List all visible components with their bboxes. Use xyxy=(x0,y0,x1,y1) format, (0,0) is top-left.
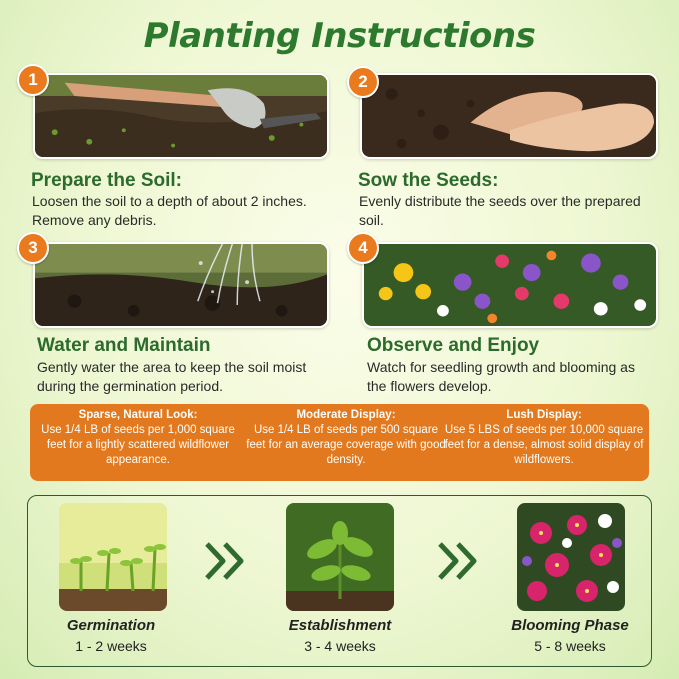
stage-name: Germination xyxy=(66,617,156,634)
flowers-photo xyxy=(362,242,658,328)
step-heading: Observe and Enjoy xyxy=(367,335,540,356)
step-number-badge: 1 xyxy=(17,64,49,96)
step-number-badge: 4 xyxy=(347,232,379,264)
stage-duration: 1 - 2 weeks xyxy=(75,638,147,654)
double-chevron-right-icon xyxy=(436,540,482,582)
seeding-option xyxy=(38,408,238,468)
germination-photo xyxy=(59,503,167,611)
step-number-badge: 3 xyxy=(17,232,49,264)
sow-seeds-photo xyxy=(360,73,658,159)
step-number-badge: 2 xyxy=(347,66,379,98)
stage-duration: 3 - 4 weeks xyxy=(304,638,376,654)
seeding-option-heading: Lush Display: xyxy=(506,409,582,421)
step-text: Evenly distribute the seeds over the prepared soil. xyxy=(359,193,641,228)
establishment-photo xyxy=(286,503,394,611)
step-heading: Prepare the Soil: xyxy=(31,170,182,191)
seeding-option-text: Use 1/4 LB of seeds per 500 square feet for an average coverage with good density. xyxy=(246,424,446,466)
step-text: Gently water the area to keep the soil moist during the germination period. xyxy=(37,359,307,394)
stage-name: Blooming Phase xyxy=(511,617,629,634)
double-chevron-right-icon xyxy=(203,540,249,582)
blooming-photo xyxy=(517,503,625,611)
step-text: Loosen the soil to a depth of about 2 inches. Remove any debris. xyxy=(32,193,307,228)
seeding-option-text: Use 5 LBS of seeds per 10,000 square feet for a dense, almost solid display of wildflowers. xyxy=(444,424,644,466)
step-heading: Water and Maintain xyxy=(37,335,211,356)
step-text: Watch for seedling growth and blooming as the flowers develop. xyxy=(367,359,635,394)
water-soil-photo xyxy=(33,242,329,328)
stage-duration: 5 - 8 weeks xyxy=(534,638,606,654)
seeding-option-text: Use 1/4 LB of seeds per 1,000 square feet for a lightly scattered wildflower appearance. xyxy=(41,424,235,466)
step-heading: Sow the Seeds: xyxy=(358,170,499,191)
seeding-option-heading: Moderate Display: xyxy=(296,409,396,421)
page-title: Planting Instructions xyxy=(143,16,536,56)
stage-name: Establishment xyxy=(288,617,392,634)
seeding-option xyxy=(444,408,644,468)
seeding-option-heading: Sparse, Natural Look: xyxy=(78,409,198,421)
seeding-option xyxy=(246,408,446,468)
prepare-soil-photo xyxy=(33,73,329,159)
